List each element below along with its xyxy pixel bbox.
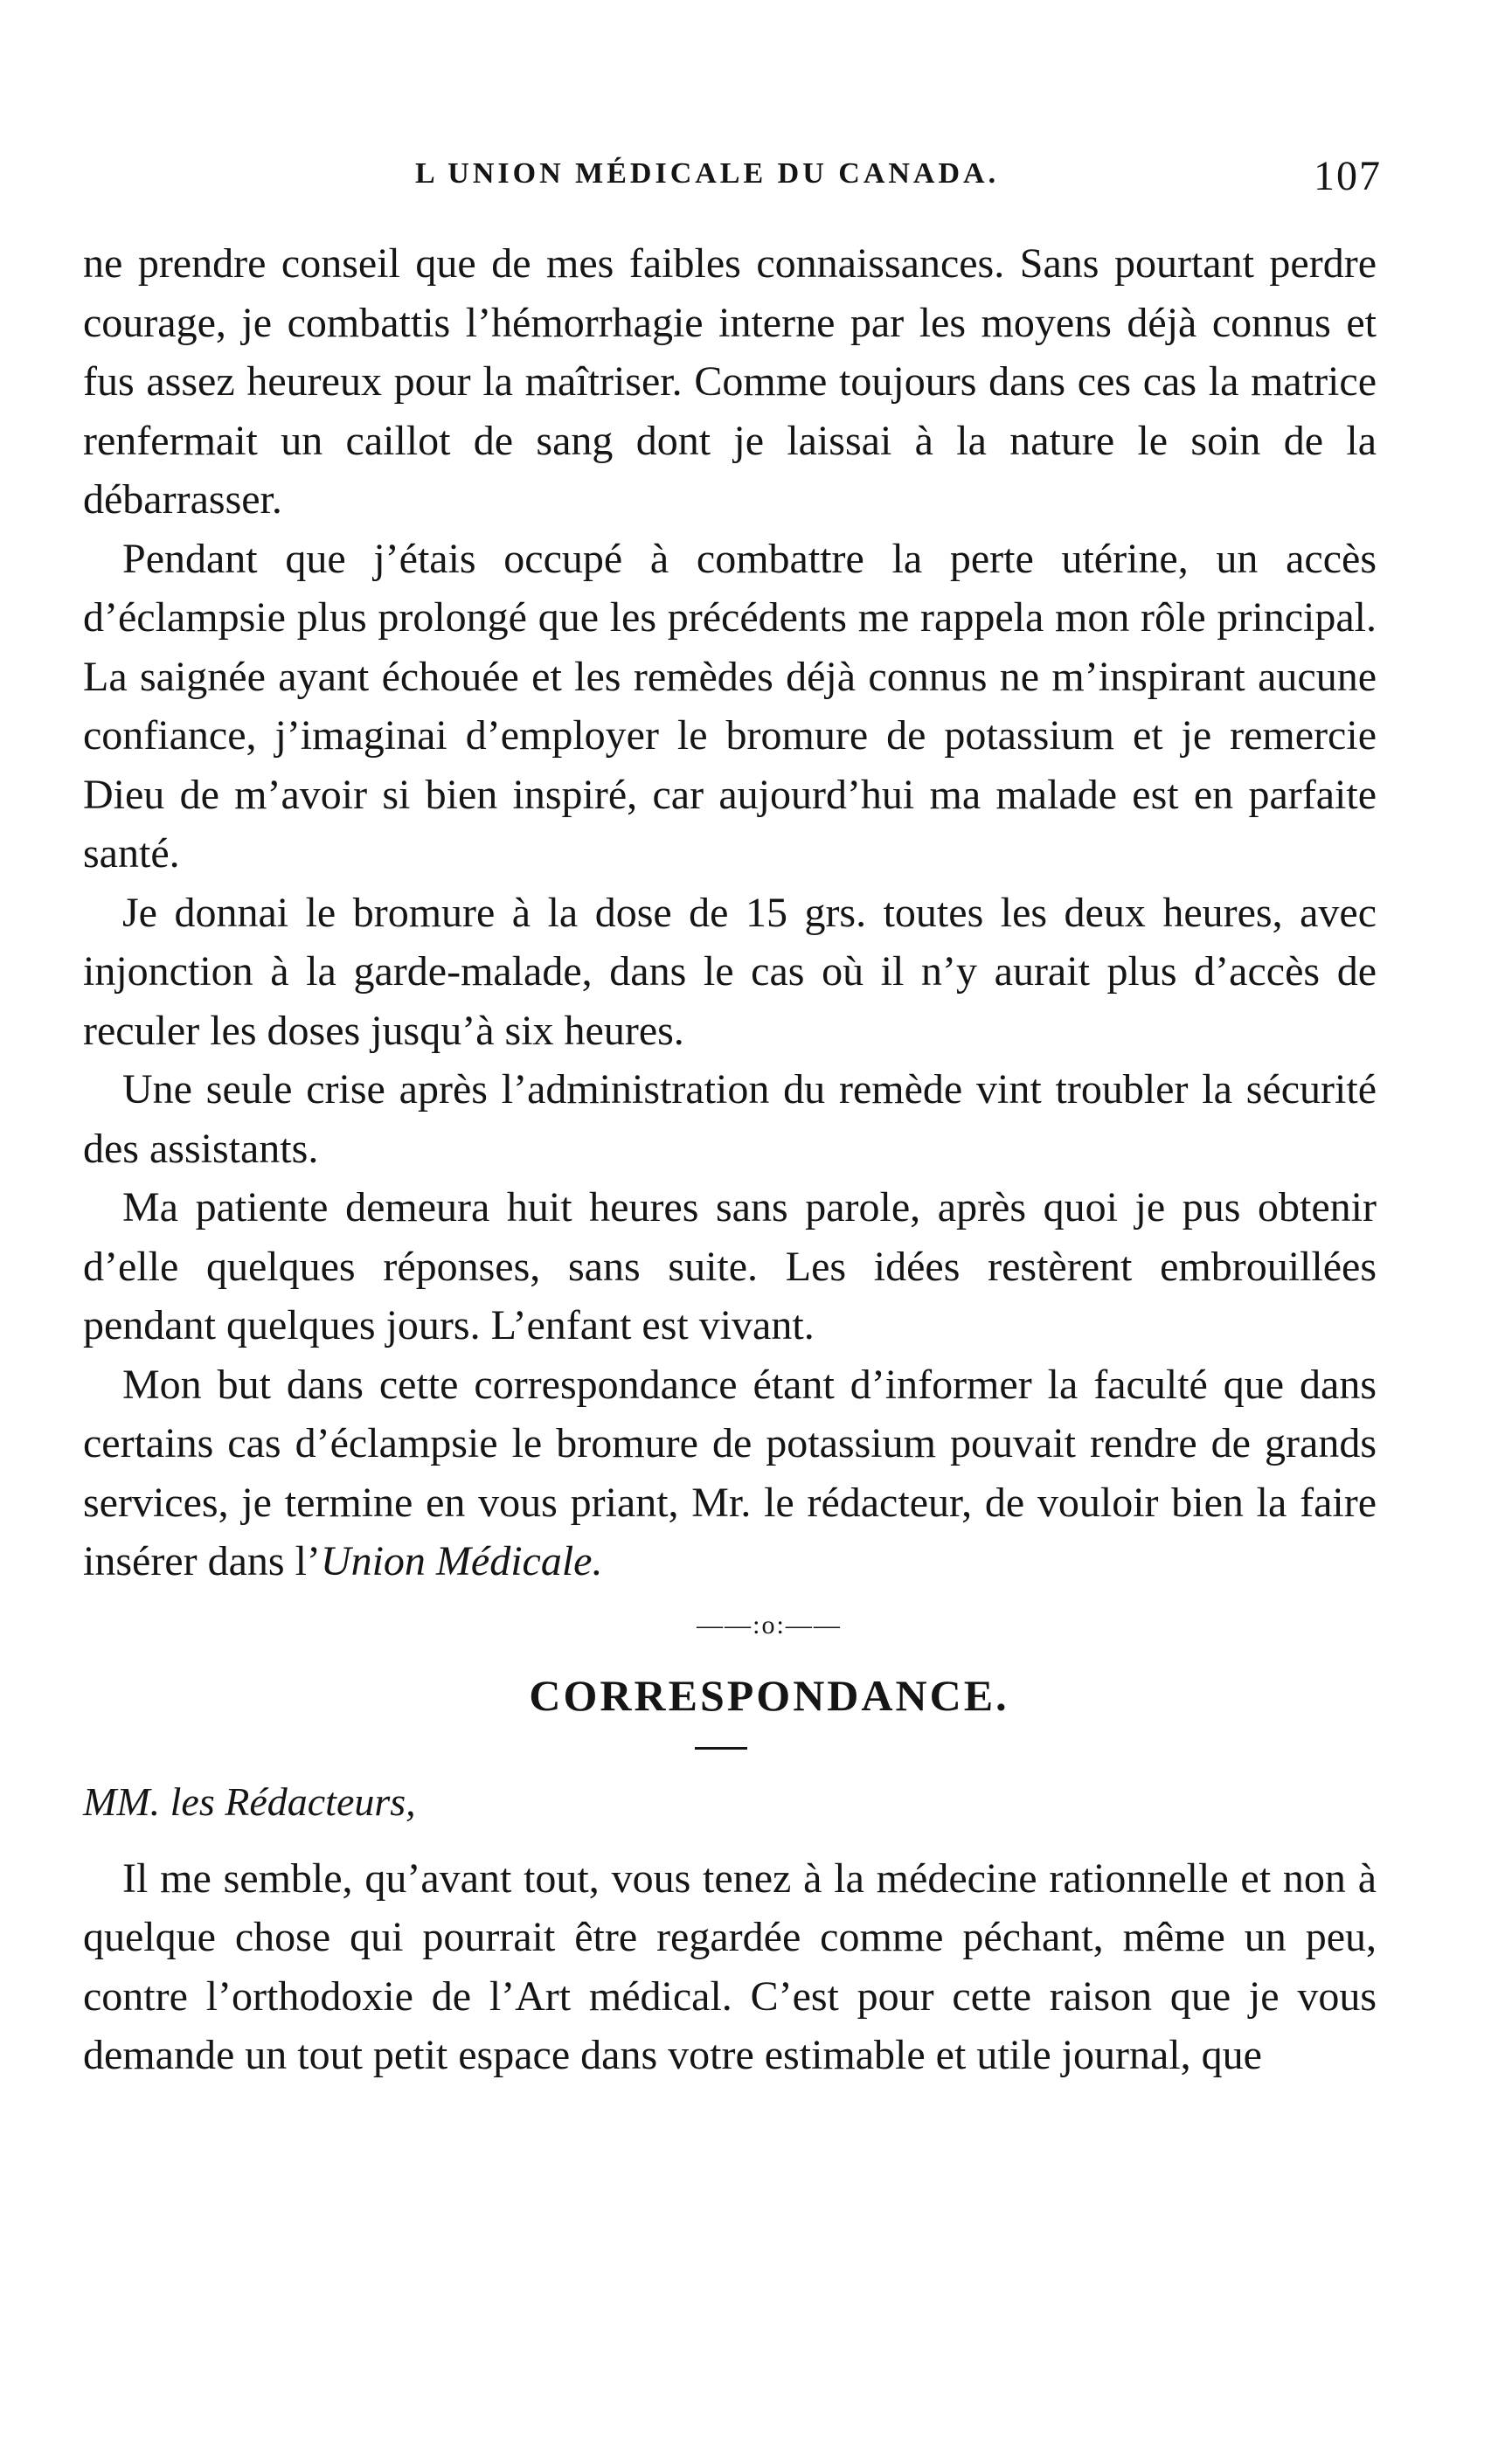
salutation: MM. les Rédacteurs,	[83, 1778, 416, 1824]
journal-name: Union Médicale.	[320, 1538, 603, 1584]
running-head: L UNION MÉDICALE DU CANADA.	[415, 157, 1000, 190]
paragraph: Je donnai le bromure à la dose de 15 grs. toutes les deux heures, avec injonction à la garde-malade, dans le cas où il n’y aurait plus d’accès de reculer les doses jusqu’à six heures.	[83, 889, 1377, 1054]
page-header	[83, 153, 1382, 218]
letter-body	[83, 1849, 1377, 2085]
paragraph: Une seule crise après l’administration du remède vint troubler la sécurité des assistants.	[83, 1066, 1377, 1172]
paragraph: ne prendre conseil que de mes faibles connaissances. Sans pourtant perdre courage, je combattis l’hémorrhagie interne par les moyens déjà connus et fus assez heureux pour la maîtriser. Comme toujours dans ces cas la matrice renfermait un caillot de sang dont je laissai à la nature le soin de la débarrasser.	[83, 240, 1377, 523]
page-number: 107	[1314, 153, 1382, 199]
book-page	[83, 153, 1382, 2085]
closing-paragraph-text: Mon but dans cette correspondance étant d’informer la faculté que dans certains cas d’éclampsie le bromure de potassium pouvait rendre de grands services, je termine en vous priant, Mr. le rédacteur, de vouloir bien la faire insérer dans l’	[83, 1361, 1377, 1584]
paragraph: Pendant que j’étais occupé à combattre la perte utérine, un accès d’éclampsie plus prolongé que les précédents me rappela mon rôle principal. La saignée ayant échouée et les remèdes déjà connus ne m’inspirant aucune confiance, j’imaginai d’employer le bromure de potassium et je remercie Dieu de m’avoir si bien inspiré, car aujourd’hui ma malade est en parfaite santé.	[83, 535, 1377, 877]
section-title: CORRESPONDANCE.	[529, 1670, 1009, 1720]
letter-paragraph: Il me semble, qu’avant tout, vous tenez à la médecine rationnelle et non à quelque chose qui pourrait être regardée comme péchant, même un peu, contre l’orthodoxie de l’Art médical. C’est pour cette raison que je vous demande un tout petit espace dans votre estimable et utile journal, que	[83, 1854, 1377, 2078]
paragraph: Ma patiente demeura huit heures sans parole, après quoi je pus obtenir d’elle quelques réponses, sans suite. Les idées restèrent embrouillées pendant quelques jours. L’enfant est vivant.	[83, 1184, 1377, 1348]
body-text	[83, 234, 1377, 1591]
section-separator: ——:o:——	[697, 1610, 842, 1639]
closing-paragraph	[83, 1355, 1377, 1591]
title-rule	[695, 1747, 747, 1750]
